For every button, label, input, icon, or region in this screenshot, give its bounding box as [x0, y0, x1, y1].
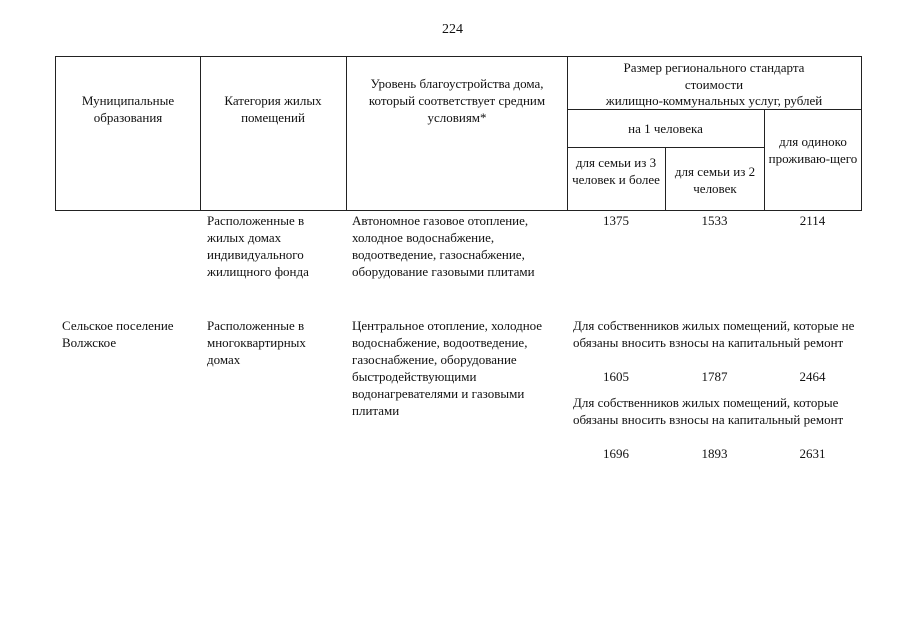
row1-value-family3: 1375	[603, 213, 629, 228]
header-family3: для семьи из 3 человек и более	[572, 155, 660, 187]
row2-group1-family2: 1787	[701, 369, 728, 384]
row2-group2-single: 2631	[799, 446, 826, 461]
header-standard-line3: жилищно-коммунальных услуг, рублей	[605, 93, 823, 108]
row1-category: Расположенные в жилых домах индивидуального жилищного фонда	[207, 213, 309, 279]
row2-category: Расположенные в многоквартирных домах	[207, 318, 306, 367]
header-municipality: Муниципальные образования	[81, 93, 175, 125]
header-single: для одиноко проживаю-щего	[768, 134, 858, 166]
row1-value-single: 2114	[799, 213, 826, 228]
page-number: 224	[442, 22, 463, 37]
row2-group2-note: Для собственников жилых помещений, которые обязаны вносить взносы на капитальный ремонт	[573, 395, 844, 427]
row2-group2-family3: 1696	[603, 446, 629, 461]
header-standard-line2: стоимости	[684, 77, 744, 92]
row2-municipality: Сельское поселение Волжское	[62, 318, 174, 350]
header-family2: для семьи из 2 человек	[674, 164, 756, 196]
row2-group1-note: Для собственников жилых помещений, которые не обязаны вносить взносы на капитальный ремонт	[573, 318, 855, 350]
header-per-person: на 1 человека	[628, 121, 703, 136]
header-standard-line1: Размер регионального стандарта	[623, 60, 805, 75]
row2-group1-family3: 1605	[603, 369, 629, 384]
header-category: Категория жилых помещений	[224, 93, 322, 125]
row2-level: Центральное отопление, холодное водоснабжение, водоотведение, газоснабжение, оборудование быстродействующими водонагревателями и газовыми плитами	[352, 318, 543, 418]
row1-level: Автономное газовое отопление, холодное водоснабжение, водоотведение, газоснабжение, оборудование газовыми плитами	[352, 213, 535, 279]
header-level: Уровень благоустройства дома, который соответствует средним условиям*	[368, 76, 546, 125]
row2-group1-single: 2464	[799, 369, 826, 384]
row2-group2-family2: 1893	[701, 446, 728, 461]
row1-value-family2: 1533	[701, 213, 728, 228]
